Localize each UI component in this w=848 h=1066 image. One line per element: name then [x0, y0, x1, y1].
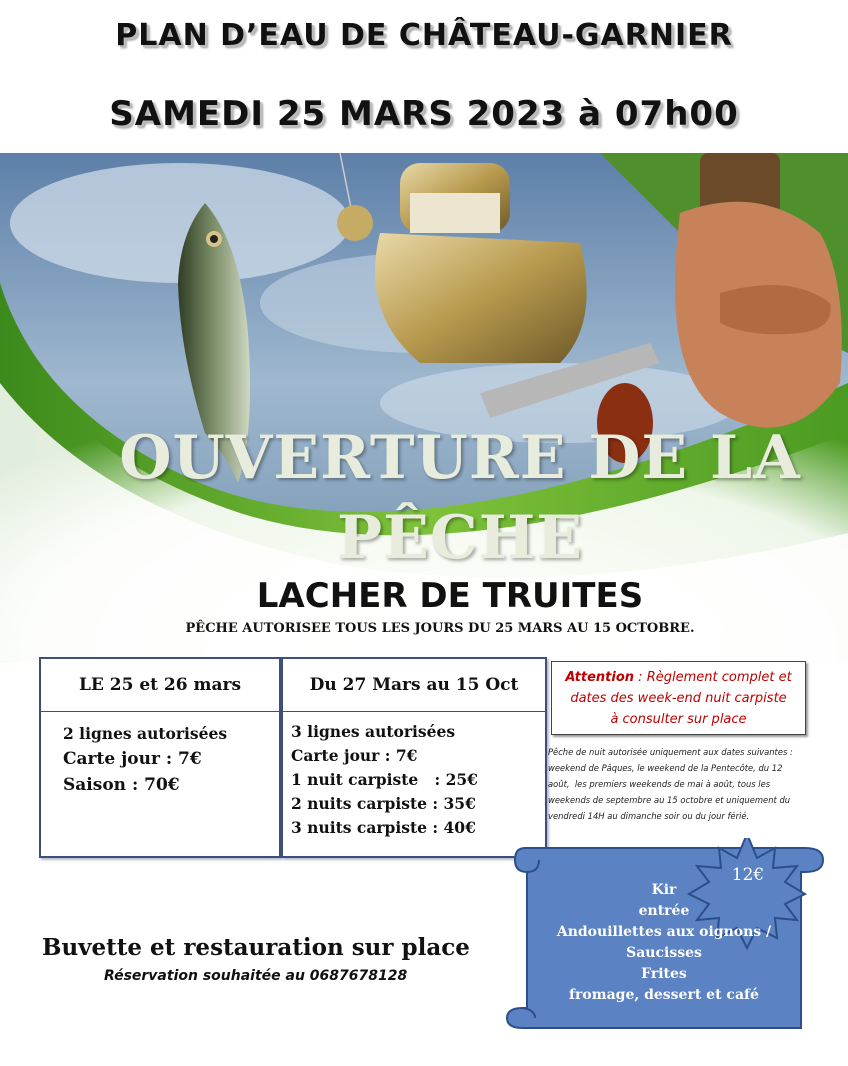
menu-item: Saucisses	[626, 945, 702, 961]
box-right-line: Carte jour : 7€	[291, 746, 418, 765]
authorised-dates-text: PÊCHE AUTORISEE TOUS LES JOURS DU 25 MARS AU 15 OCTOBRE.	[185, 621, 695, 636]
box-right-line: 3 nuits carpiste : 40€	[291, 818, 476, 837]
menu-item: Kir	[651, 882, 677, 898]
opening-title-line2: PÊCHE	[336, 503, 584, 573]
reservation-phone: Réservation souhaitée au 0687678128	[104, 968, 408, 984]
season-box	[281, 657, 547, 858]
box-left-line: 2 lignes autorisées	[63, 724, 228, 743]
opening-title	[80, 418, 840, 578]
box-right-line: 2 nuits carpiste : 35€	[291, 794, 476, 813]
menu-item: fromage, dessert et café	[569, 987, 759, 1003]
box-left-line: Saison : 70€	[63, 775, 180, 795]
menu-items	[534, 880, 794, 1006]
attention-line3: à consulter sur place	[610, 712, 747, 727]
night-fishing-line: weekend de Pâques, le weekend de la Pentecôte, du 12	[548, 763, 783, 773]
season-details	[283, 712, 545, 840]
opening-weekend-details	[41, 712, 279, 798]
menu-item: Andouillettes aux oignons /	[556, 924, 772, 940]
menu-item: entrée	[638, 903, 690, 919]
opening-title-line1: OUVERTURE DE LA	[119, 423, 801, 493]
menu-price: 12€	[731, 865, 765, 885]
night-fishing-info	[548, 744, 823, 824]
box-left-line: Carte jour : 7€	[63, 749, 202, 769]
attention-line2: dates des week-end nuit carpiste	[570, 691, 787, 706]
buvette-title: Buvette et restauration sur place	[42, 934, 470, 961]
box-right-line: 3 lignes autorisées	[291, 722, 456, 741]
event-location-title: PLAN D’EAU DE CHÂTEAU-GARNIER	[115, 18, 733, 53]
opening-weekend-box	[39, 657, 281, 858]
attention-notice	[551, 661, 806, 735]
attention-text: : Règlement complet et	[634, 670, 792, 685]
menu-item: Frites	[641, 966, 687, 982]
night-fishing-line: vendredi 14H au dimanche soir ou du jour férié.	[548, 811, 750, 821]
trout-release-subtitle: LACHER DE TRUITES	[256, 576, 644, 616]
night-fishing-line: weekends de septembre au 15 octobre et uniquement du	[548, 795, 791, 805]
attention-line1	[565, 670, 791, 685]
season-heading: Du 27 Mars au 15 Oct	[283, 659, 545, 712]
night-fishing-line: août, les premiers weekends de mai à août, tous les	[548, 779, 771, 789]
night-fishing-line: Pêche de nuit autorisée uniquement aux dates suivantes :	[548, 747, 793, 757]
box-right-line: 1 nuit carpiste : 25€	[291, 770, 478, 789]
attention-label: Attention	[565, 670, 635, 685]
opening-weekend-heading: LE 25 et 26 mars	[41, 659, 279, 712]
event-date-title: SAMEDI 25 MARS 2023 à 07h00	[109, 94, 739, 134]
